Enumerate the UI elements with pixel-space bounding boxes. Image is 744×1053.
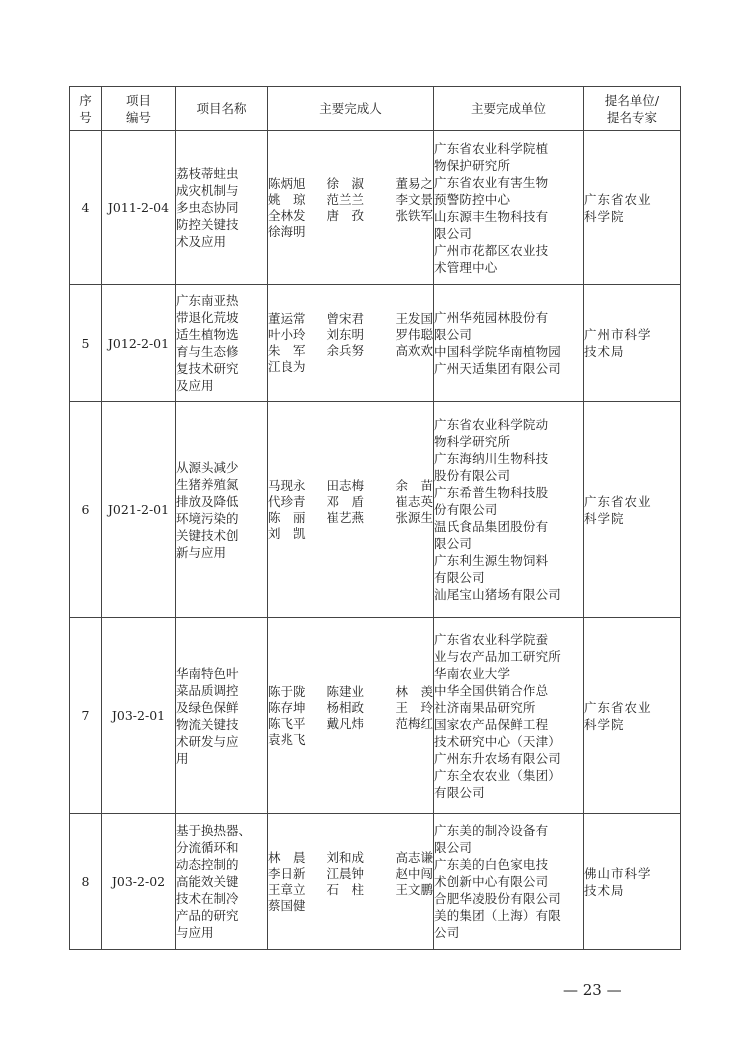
people-row [268,684,433,700]
person-name: 王 玲 [395,699,433,715]
header-code: 项目 编号 [102,87,176,131]
person-name [385,898,433,914]
project-name-line: 新与应用 [176,544,227,560]
awards-table [69,86,681,950]
cell-project-code: J03-2-01 [102,618,176,814]
cell-nominator [584,814,681,950]
unit-line: 份有限公司 [434,502,498,517]
person-name: 杨相政 [326,699,365,715]
person-name: 刘和成 [326,849,365,865]
person-name: 余兵努 [326,343,365,358]
unit-line: 广东希普生物科技股 [434,485,549,500]
people-row [268,478,433,494]
people-row [268,311,433,327]
person-name [327,732,375,748]
nominator-line: 佛山市科学 [584,865,652,881]
nominator-line: 科学院 [584,510,625,526]
person-name: 范梅红 [395,715,433,731]
unit-line: 股份有限公司 [434,468,511,483]
project-name-line: 动态控制的 [176,857,239,872]
nominator-line: 广州市科学 [584,327,652,342]
people-row [268,866,433,882]
person-name [327,359,375,375]
people-row [268,327,433,343]
person-name: 张铁军 [395,207,433,223]
project-name-line: 带退化荒坡 [176,310,239,325]
cell-project-name [176,131,268,285]
nominator-line: 科学院 [584,716,625,732]
project-name-line: 及应用 [176,378,214,393]
person-name: 林 晨 [268,849,306,865]
person-name: 江晨钟 [326,865,365,881]
unit-line: 合肥华凌股份有限公司 [434,891,562,906]
person-name: 戴凡炜 [326,715,365,731]
header-units: 主要完成单位 [434,87,584,131]
person-name: 田志梅 [326,477,365,493]
person-name: 姚 琼 [268,191,306,207]
people-row [268,208,433,224]
unit-line: 广东省农业有害生物 [434,174,549,190]
person-name: 邓 盾 [326,493,365,509]
project-name-line: 复技术研究 [176,361,239,376]
cell-project-name [176,285,268,402]
project-name-line: 产品的研究 [176,908,239,923]
unit-line: 温氏食品集团股份有 [434,519,549,534]
cell-nominator [584,285,681,402]
cell-seq: 7 [70,618,102,814]
people-row [268,732,433,748]
person-name: 陈建业 [326,683,365,699]
project-name-line: 基于换热器、 [176,823,252,838]
person-name: 高志谦 [395,849,433,865]
unit-line: 技术研究中心（天津） [434,733,562,749]
unit-line: 中华全国供销合作总 [434,682,549,698]
person-name: 陈飞平 [268,715,306,731]
person-name [385,224,433,240]
cell-nominator [584,618,681,814]
header-nominator: 提名单位/ 提名专家 [584,87,681,131]
people-row [268,510,433,526]
table-body [70,131,681,950]
person-name: 高欢欢 [395,343,433,358]
project-name-line: 荔枝蒂蛀虫 [176,166,239,181]
project-name-line: 排放及降低 [176,493,239,509]
person-name: 朱 军 [268,343,306,358]
nominator-line: 广东省农业 [584,493,652,509]
people-row [268,526,433,542]
people-row [268,716,433,732]
unit-line: 预警防控中心 [434,191,511,207]
person-name: 董易之 [395,175,433,191]
people-row [268,494,433,510]
project-name-line: 育与生态修 [176,344,239,359]
person-name: 余 苗 [395,477,433,493]
person-name: 陈 丽 [268,509,306,525]
unit-line: 广东省农业科学院动 [434,417,549,432]
cell-people [268,618,434,814]
person-name [327,224,375,240]
unit-line: 汕尾宝山猪场有限公司 [434,587,562,602]
cell-seq: 5 [70,285,102,402]
person-name: 陈存坤 [268,699,306,715]
cell-project-name [176,402,268,618]
unit-line: 社济南果品研究所 [434,699,536,715]
person-name: 李日新 [268,865,306,881]
unit-line: 广东美的白色家电技 [434,857,549,872]
person-name: 唐 孜 [326,207,365,223]
person-name: 赵中闯 [395,865,433,881]
person-name: 范兰兰 [326,191,365,207]
person-name: 王发国 [395,311,433,326]
project-name-line: 高能效关键 [176,874,239,889]
people-row [268,176,433,192]
project-name-line: 与应用 [176,925,214,940]
cell-seq: 6 [70,402,102,618]
project-name-line: 华南特色叶 [176,665,239,681]
person-name: 张源生 [395,509,433,525]
unit-line: 山东源丰生物科技有 [434,208,549,224]
project-name-line: 分流循环和 [176,840,239,855]
project-name-line: 从源头减少 [176,459,239,475]
table-row [70,814,681,950]
page-number: — 23 — [563,981,622,999]
cell-seq: 4 [70,131,102,285]
table-row [70,402,681,618]
project-name-line: 防控关键技 [176,217,239,232]
cell-units [434,285,584,402]
project-name-line: 及绿色保鲜 [176,699,239,715]
people-row [268,882,433,898]
header-project-name: 项目名称 [176,87,268,131]
person-name: 李文景 [395,191,433,207]
project-name-line: 生猪养殖氮 [176,476,239,492]
cell-nominator [584,402,681,618]
nominator-line: 技术局 [584,882,625,898]
person-name: 陈炳旭 [268,175,306,191]
cell-seq: 8 [70,814,102,950]
person-name: 徐 淑 [326,175,365,191]
people-row [268,192,433,208]
person-name: 徐海明 [268,223,306,239]
unit-line: 限公司 [434,840,473,855]
person-name: 王章立 [268,881,306,897]
person-name: 崔艺燕 [326,509,365,525]
person-name: 袁兆飞 [268,731,306,747]
table-row [70,131,681,285]
unit-line: 术创新中心有限公司 [434,874,549,889]
person-name: 崔志英 [395,493,433,509]
people-row [268,359,433,375]
table-row [70,285,681,402]
project-name-line: 环境污染的 [176,510,239,526]
project-name-line: 用 [176,750,189,766]
cell-people [268,131,434,285]
project-name-line: 成灾机制与 [176,183,239,198]
cell-people [268,814,434,950]
person-name: 林 羡 [395,683,433,699]
person-name [385,732,433,748]
unit-line: 广州天适集团有限公司 [434,361,562,376]
person-name: 代珍青 [268,493,306,509]
unit-line: 广东全农农业（集团） [434,767,562,783]
unit-line: 广东省农业科学院植 [434,140,549,156]
cell-people [268,402,434,618]
person-name [385,526,433,542]
person-name: 王文鹏 [395,881,433,897]
project-name-line: 关键技术创 [176,527,239,543]
person-name [385,359,433,375]
cell-units [434,814,584,950]
nominator-line: 广东省农业 [584,191,652,207]
unit-line: 物科学研究所 [434,434,511,449]
unit-line: 华南农业大学 [434,665,511,681]
cell-units [434,131,584,285]
unit-line: 业与农产品加工研究所 [434,648,562,664]
person-name: 刘 凯 [268,525,306,541]
unit-line: 限公司 [434,225,473,241]
unit-line: 物保护研究所 [434,157,511,173]
unit-line: 术管理中心 [434,259,498,275]
people-row [268,343,433,359]
cell-project-code: J021-2-01 [102,402,176,618]
people-row [268,850,433,866]
person-name: 刘东明 [326,327,365,342]
header-people: 主要完成人 [268,87,434,131]
project-name-line: 广东南亚热 [176,293,239,308]
unit-line: 中国科学院华南植物园 [434,344,562,359]
person-name: 陈于陇 [268,683,306,699]
project-name-line: 多虫态协同 [176,200,239,215]
unit-line: 广东利生源生物饲料 [434,553,549,568]
project-name-line: 适生植物选 [176,327,239,342]
unit-line: 有限公司 [434,570,485,585]
header-seq: 序 号 [70,87,102,131]
cell-project-name [176,618,268,814]
nominator-line: 科学院 [584,208,625,224]
project-name-line: 术及应用 [176,234,227,249]
table-header-row [70,87,681,131]
project-name-line: 术研发与应 [176,733,239,749]
person-name: 全林发 [268,207,306,223]
people-row [268,700,433,716]
cell-project-name [176,814,268,950]
unit-line: 广州东升农场有限公司 [434,750,562,766]
person-name: 曾宋君 [326,311,365,326]
cell-people [268,285,434,402]
person-name: 叶小玲 [268,327,306,342]
table-row [70,618,681,814]
nominator-line: 广东省农业 [584,699,652,715]
unit-line: 美的集团（上海）有限 [434,908,562,923]
unit-line: 限公司 [434,536,473,551]
project-name-line: 技术在制冷 [176,891,239,906]
unit-line: 广东海纳川生物科技 [434,451,549,466]
unit-line: 有限公司 [434,784,485,800]
unit-line: 公司 [434,925,460,940]
unit-line: 广东省农业科学院蚕 [434,631,549,647]
unit-line: 限公司 [434,327,473,342]
person-name [327,526,375,542]
person-name: 罗伟聪 [395,327,433,342]
people-row [268,898,433,914]
cell-units [434,618,584,814]
person-name: 董运常 [268,311,306,326]
unit-line: 广州市花都区农业技 [434,242,549,258]
unit-line: 广东美的制冷设备有 [434,823,549,838]
cell-project-code: J03-2-02 [102,814,176,950]
person-name: 蔡国健 [268,897,306,913]
person-name [327,898,375,914]
person-name: 江良为 [268,359,306,374]
cell-project-code: J011-2-04 [102,131,176,285]
cell-nominator [584,131,681,285]
project-name-line: 菜品质调控 [176,682,239,698]
unit-line: 广州华苑园林股份有 [434,310,549,325]
unit-line: 国家农产品保鲜工程 [434,716,549,732]
people-row [268,224,433,240]
nominator-line: 技术局 [584,344,625,359]
cell-project-code: J012-2-01 [102,285,176,402]
person-name: 石 柱 [326,881,365,897]
project-name-line: 物流关键技 [176,716,239,732]
person-name: 马现永 [268,477,306,493]
cell-units [434,402,584,618]
